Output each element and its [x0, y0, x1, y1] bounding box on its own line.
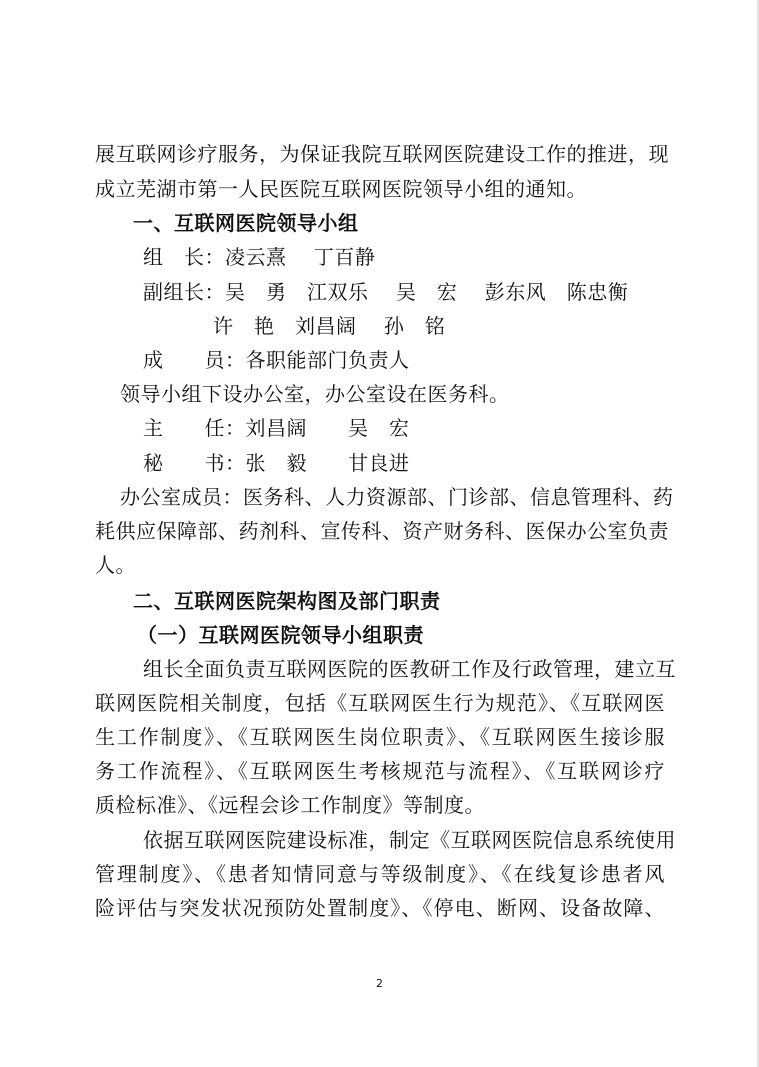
body-text-line: 组长全面负责互联网医院的医教研工作及行政管理，建立互	[143, 657, 676, 681]
body-text-line: 险评估与突发状况预防处置制度》、《停电、断网、设备故障、	[95, 896, 665, 920]
body-text-line: 管理制度》、《患者知情同意与等级制度》、《在线复诊患者风	[95, 862, 665, 886]
section-heading: 二、互联网医院架构图及部门职责	[133, 589, 441, 613]
roster-line-members: 成 员：各职能部门负责人	[143, 348, 410, 372]
roster-line-leader: 组 长：凌云熹 丁百静	[143, 245, 376, 269]
page-number: 2	[376, 977, 383, 990]
body-text-line: 联网医院相关制度，包括《互联网医生行为规范》、《互联网医	[95, 691, 665, 715]
body-text-line: 人。	[95, 553, 136, 577]
body-text-line: 生工作制度》、《互联网医生岗位职责》、《互联网医生接诊服	[95, 725, 665, 749]
body-text-line: 办公室成员：医务科、人力资源部、门诊部、信息管理科、药	[120, 485, 674, 509]
roster-line-deputy-cont: 许 艳 刘昌阔 孙 铭	[213, 314, 446, 338]
subsection-heading: （一）互联网医院领导小组职责	[137, 623, 424, 647]
roster-line-secretary: 秘 书：张 毅 甘良进	[143, 451, 410, 475]
body-text-line: 耗供应保障部、药剂科、宣传科、资产财务科、医保办公室负责	[95, 519, 669, 543]
body-text-line: 展互联网诊疗服务，为保证我院互联网医院建设工作的推进，现	[95, 142, 669, 166]
body-text-line: 依据互联网医院建设标准，制定《互联网医院信息系统使用	[143, 828, 676, 852]
roster-line-deputy: 副组长：吴 勇 江双乐 吴 宏 彭东风 陈忠衡	[143, 280, 629, 304]
body-text-line: 成立芜湖市第一人民医院互联网医院领导小组的通知。	[95, 177, 587, 201]
body-text-line: 务工作流程》、《互联网医生考核规范与流程》、《互联网诊疗	[95, 759, 665, 783]
body-text-line: 质检标准》、《远程会诊工作制度》等制度。	[95, 793, 485, 817]
section-heading: 一、互联网医院领导小组	[133, 211, 359, 235]
body-text-line: 领导小组下设办公室，办公室设在医务科。	[120, 382, 510, 406]
roster-line-director: 主 任：刘昌阔 吴 宏	[143, 416, 410, 440]
